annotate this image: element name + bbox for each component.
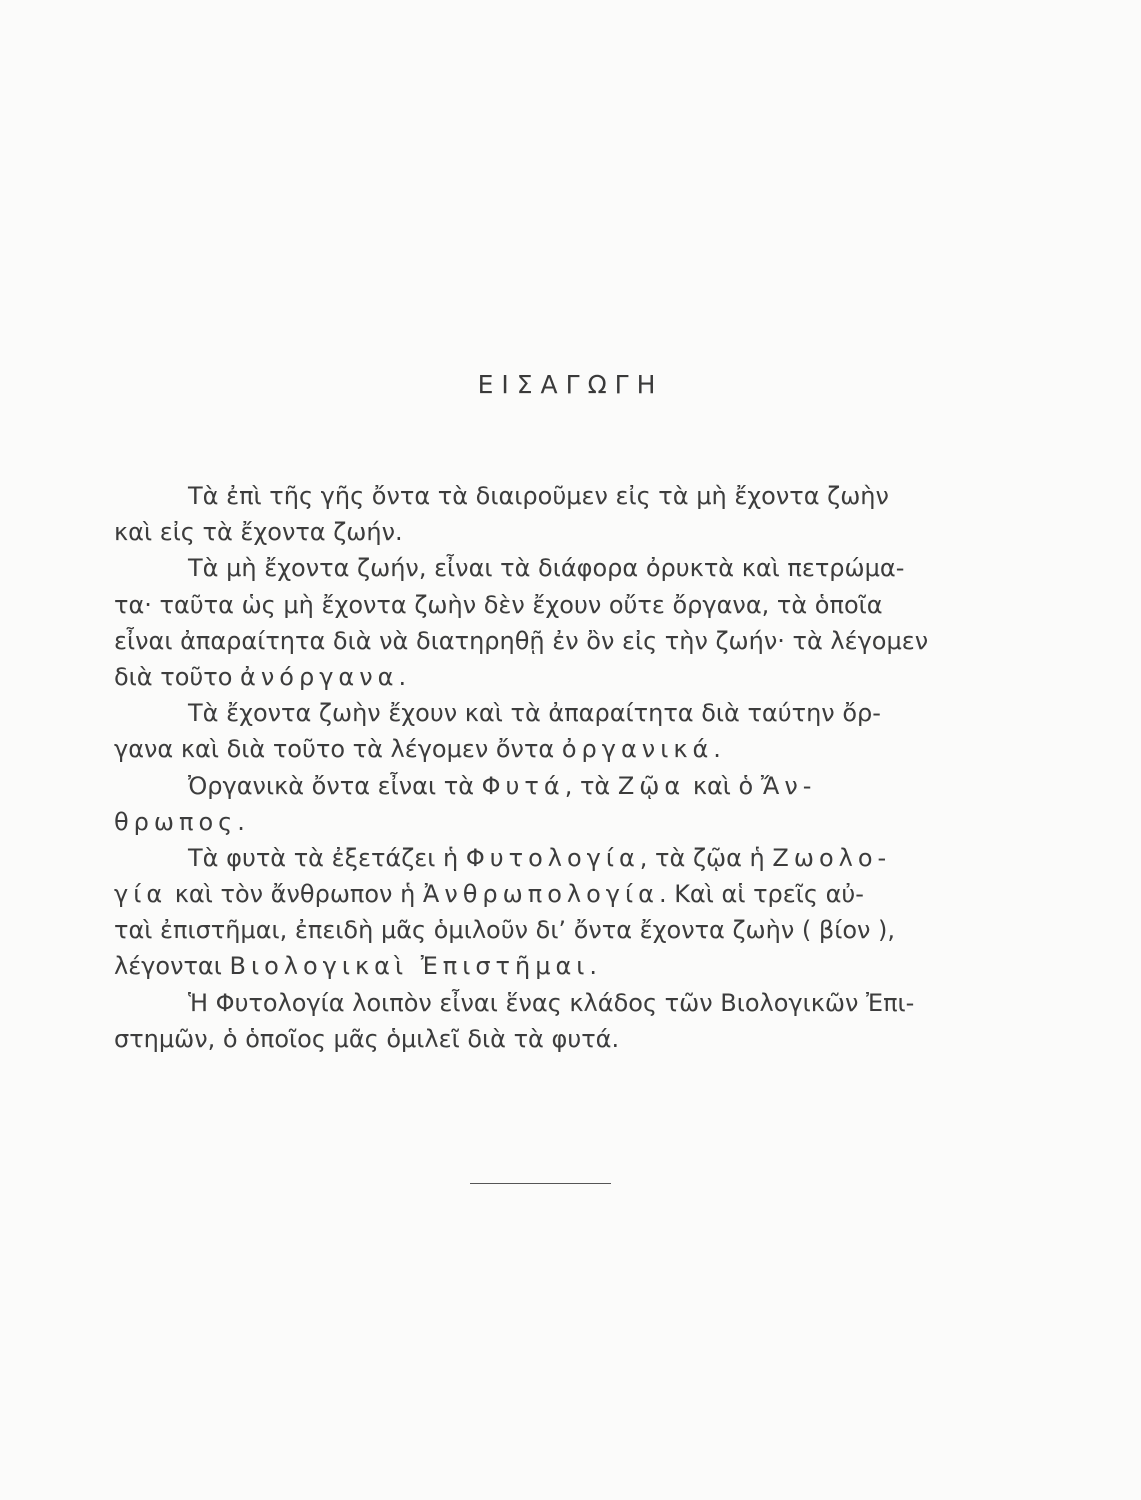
text-line [114, 514, 966, 550]
spaced-term: ἀνόργανα. [240, 662, 412, 691]
text-segment: τα· ταῦτα ὡς μὴ ἔχοντα ζωὴν δὲν ἔχουν οὔτε ὄργανα, τὰ ὁποῖα [114, 590, 883, 619]
text-segment: λέγονται [114, 952, 230, 981]
text-segment: , τὰ ζῷα ἡ [639, 843, 773, 872]
text-line [114, 1021, 966, 1057]
text-segment: διὰ τοῦτο [114, 662, 241, 691]
text-segment: , τὰ [564, 771, 618, 800]
page-title: ΕΙΣΑΓΩΓΗ [477, 370, 664, 399]
text-line [114, 731, 966, 767]
text-segment: Τὰ φυτὰ τὰ ἐξετάζει ἡ [188, 843, 466, 872]
text-line [114, 876, 966, 912]
text-line [114, 985, 966, 1021]
text-segment: ταὶ ἐπιστῆμαι, ἐπειδὴ μᾶς ὁμιλοῦν δι’ ὄντα ἔχοντα ζωὴν ( βίον ), [114, 916, 896, 945]
text-segment: Τὰ μὴ ἔχοντα ζωήν, εἶναι τὰ διάφορα ὀρυκτὰ καὶ πετρώμα- [188, 554, 905, 583]
spaced-term: Βιολογικαὶ Ἐπιστῆμαι. [229, 952, 603, 981]
spaced-term: ὀργανικά. [561, 735, 726, 764]
spaced-term: Ζωολο- [772, 843, 892, 872]
spaced-term: Ἀνθρωπολογία [422, 880, 659, 909]
spaced-term: θρωπος. [114, 807, 250, 836]
spaced-term: γία [114, 880, 168, 909]
spaced-term: Φυτολογία [465, 843, 640, 872]
text-segment: εἶναι ἀπαραίτητα διὰ νὰ διατηρηθῇ ἐν ὂν εἰς τὴν ζωήν· τὰ λέγομεν [114, 626, 929, 655]
spaced-term: Ζῷα [617, 771, 686, 800]
text-segment: καὶ ὁ [685, 771, 761, 800]
text-line [114, 695, 966, 731]
spaced-term: Ἄν- [760, 771, 817, 800]
spaced-term: Φυτά [481, 771, 565, 800]
text-line [114, 478, 966, 514]
text-segment: στημῶν, ὁ ὁποῖος μᾶς ὁμιλεῖ διὰ τὰ φυτά. [114, 1024, 620, 1053]
text-line [114, 840, 966, 876]
text-line [114, 587, 966, 623]
text-segment: Ὀργανικὰ ὄντα εἶναι τὰ [188, 771, 482, 800]
text-line [114, 659, 966, 695]
text-line [114, 550, 966, 586]
text-line [114, 623, 966, 659]
text-segment: Τὰ ἔχοντα ζωὴν ἔχουν καὶ τὰ ἀπαραίτητα διὰ ταύτην ὄρ- [188, 699, 881, 728]
text-line [114, 948, 966, 984]
text-segment: γανα καὶ διὰ τοῦτο τὰ λέγομεν ὄντα [114, 735, 562, 764]
text-line [114, 768, 966, 804]
text-segment: Ἡ Φυτολογία λοιπὸν εἶναι ἕνας κλάδος τῶν Βιολογικῶν Ἐπι- [188, 988, 915, 1017]
text-line [114, 804, 966, 840]
text-segment: . Καὶ αἱ τρεῖς αὐ- [658, 880, 864, 909]
text-segment: Τὰ ἐπὶ τῆς γῆς ὄντα τὰ διαιροῦμεν εἰς τὰ μὴ ἔχοντα ζωὴν [188, 482, 889, 510]
text-segment: καὶ τὸν ἄνθρωπον ἡ [167, 880, 423, 909]
text-segment: καὶ εἰς τὰ ἔχοντα ζωήν. [114, 518, 403, 547]
closing-rule [470, 1183, 611, 1184]
body-text [114, 478, 966, 1057]
text-line [114, 912, 966, 948]
